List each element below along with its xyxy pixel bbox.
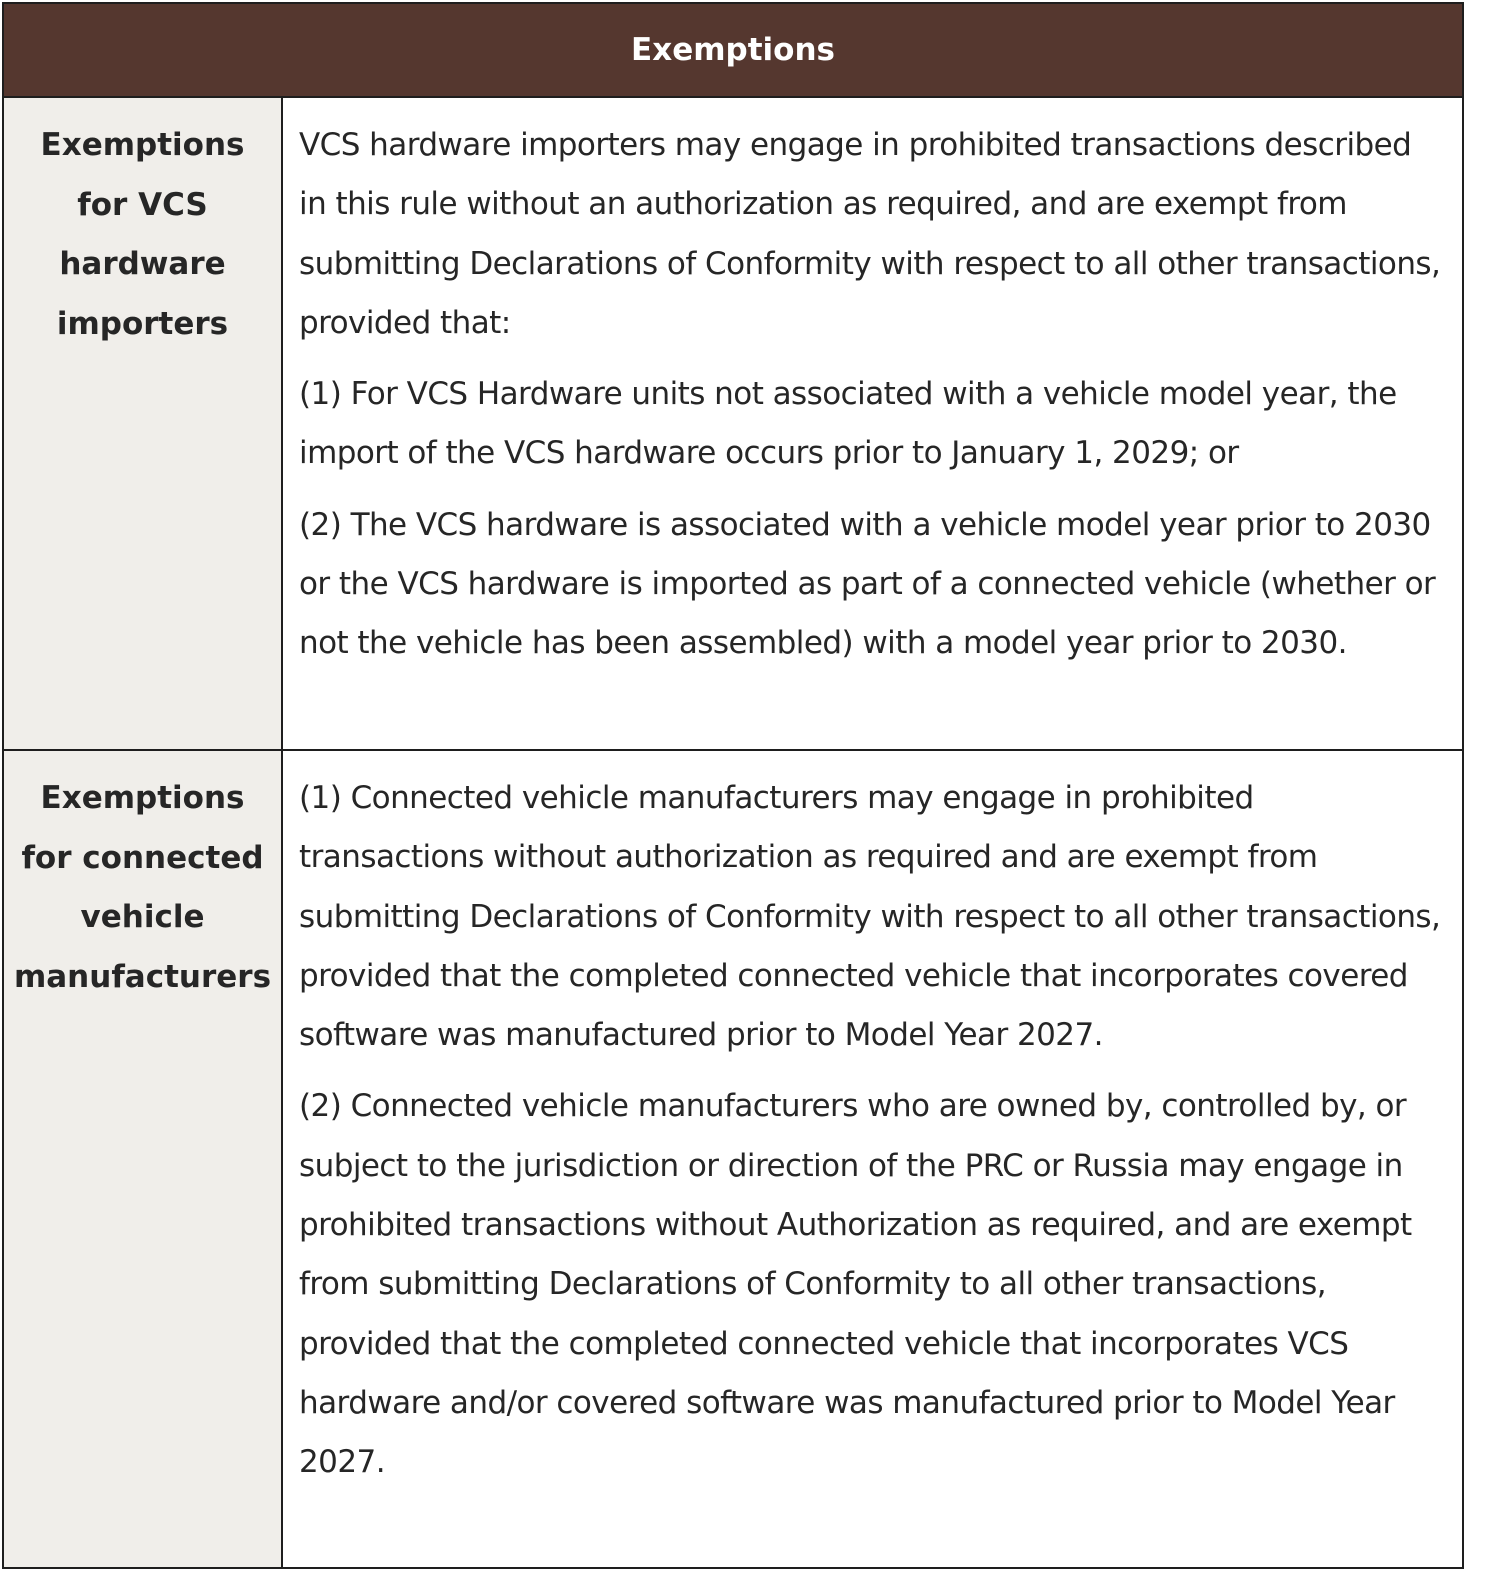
row-label-line: vehicle — [80, 899, 205, 935]
row-label-line: Exemptions — [40, 127, 245, 163]
row-label-line: importers — [56, 305, 229, 342]
row-label-cell — [4, 98, 283, 749]
row-label-line: manufacturers — [13, 958, 272, 995]
content-paragraph: (1) Connected vehicle manufacturers may engage in prohibited transactions without authorization as required and are exempt from submitting Declarations of Conformity with respect to all other transactions, provided that the completed connected vehicle that incorporates covered software was manufactured prior to Model Year 2027. — [299, 780, 1441, 1054]
row-label-line: for connected — [21, 839, 264, 876]
content-paragraph: (1) For VCS Hardware units not associated with a vehicle model year, the import of the VCS hardware occurs prior to January 1, 2029; or — [299, 376, 1397, 472]
row-label-line: for VCS — [77, 186, 208, 223]
table-title: Exemptions — [631, 32, 835, 68]
row-content-cell — [283, 751, 1462, 1567]
content-paragraph: VCS hardware importers may engage in prohibited transactions described in this rule without an authorization as required, and are exempt from submitting Declarations of Conformity with respect to all other transactions, provided that: — [299, 127, 1441, 341]
content-paragraph: (2) The VCS hardware is associated with a vehicle model year prior to 2030 or the VCS hardware is imported as part of a connected vehicle (whether or not the vehicle has been assembled) with a model year prior to 2030. — [299, 506, 1436, 662]
row-content-cell — [283, 98, 1462, 749]
row-label-line: Exemptions — [40, 780, 245, 816]
content-paragraph: (2) Connected vehicle manufacturers who are owned by, controlled by, or subject to the jurisdiction or direction of the PRC or Russia may engage in prohibited transactions without Authorization as required, and are exempt from submitting Declarations of Conformity to all other transactions, provided that the completed connected vehicle that incorporates VCS hardware and/or covered software was manufactured prior to Model Year 2027. — [299, 1088, 1412, 1481]
table-header — [4, 4, 1462, 98]
row-label-line: hardware — [59, 246, 226, 282]
table-row — [4, 749, 1462, 1567]
table-row — [4, 98, 1462, 749]
row-label-cell — [4, 751, 283, 1567]
exemptions-table — [2, 2, 1464, 1569]
